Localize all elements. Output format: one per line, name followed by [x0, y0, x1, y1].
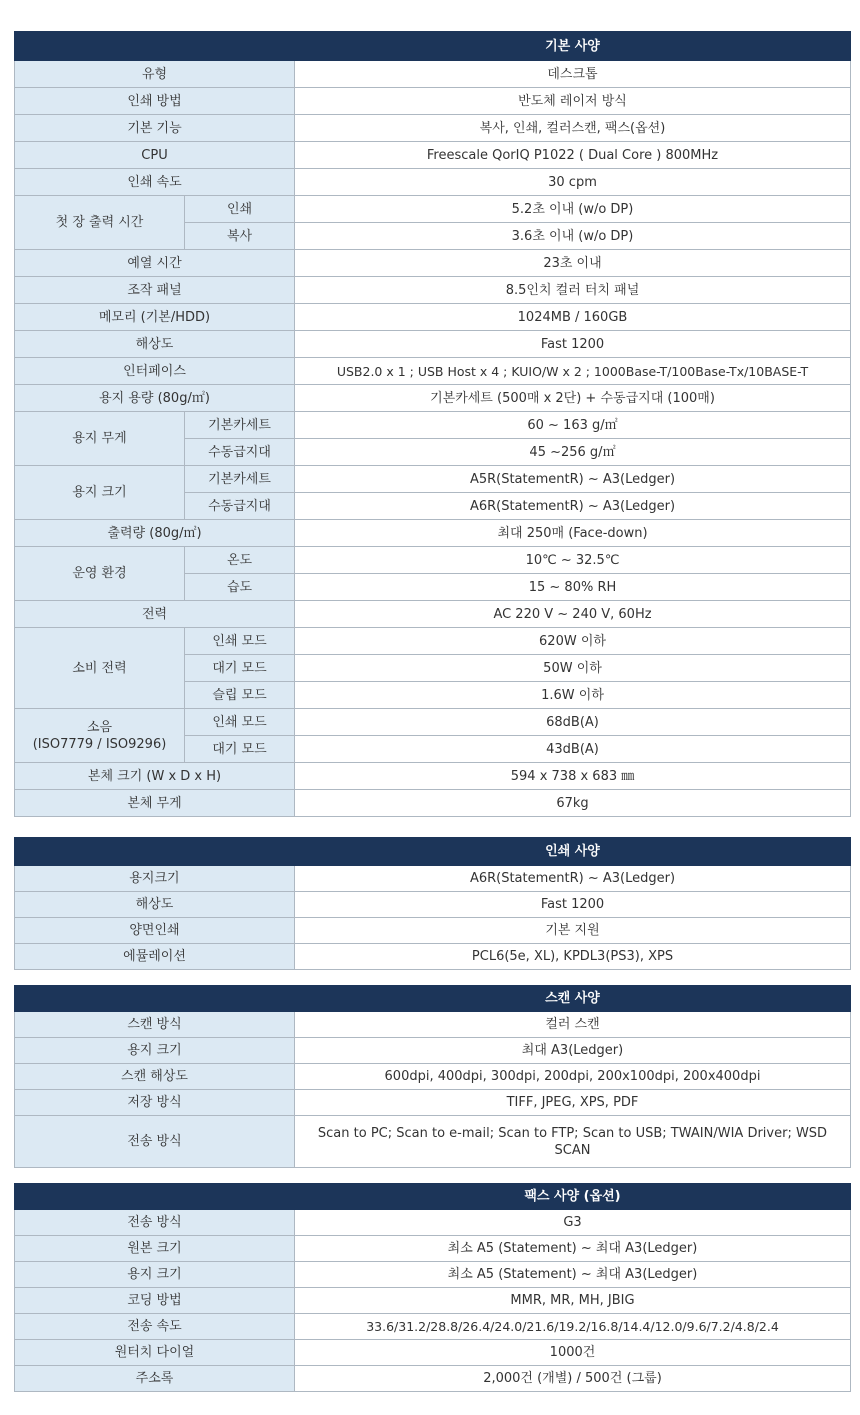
header-spacer — [15, 32, 295, 61]
spec-value: Scan to PC; Scan to e-mail; Scan to FTP; Scan to USB; TWAIN/WIA Driver; WSD SCAN — [295, 1116, 851, 1168]
spec-sublabel: 복사 — [185, 223, 295, 250]
table-row — [15, 1210, 851, 1236]
print-spec-table — [14, 837, 851, 970]
spec-value: 3.6초 이내 (w/o DP) — [295, 223, 851, 250]
spec-value: 데스크톱 — [295, 61, 851, 88]
spec-label: 유형 — [15, 61, 295, 88]
section-title: 팩스 사양 (옵션) — [295, 1184, 851, 1210]
spec-value: 최대 250매 (Face-down) — [295, 520, 851, 547]
spec-label: 원터치 다이얼 — [15, 1340, 295, 1366]
table-row — [15, 1064, 851, 1090]
spec-label: 주소록 — [15, 1366, 295, 1392]
spec-value: 45 ~256 g/㎡ — [295, 439, 851, 466]
spec-row-interface — [15, 358, 851, 385]
spec-value: 68dB(A) — [295, 709, 851, 736]
spec-label: 본체 크기 (W x D x H) — [15, 763, 295, 790]
table-row — [15, 1236, 851, 1262]
spec-sublabel: 대기 모드 — [185, 655, 295, 682]
spec-group-label: 첫 장 출력 시간 — [15, 196, 185, 250]
spec-value: 15 ~ 80% RH — [295, 574, 851, 601]
section-title: 인쇄 사양 — [295, 838, 851, 866]
spec-value: 594 x 738 x 683 ㎜ — [295, 763, 851, 790]
spec-sublabel: 온도 — [185, 547, 295, 574]
spec-value: 컬러 스캔 — [295, 1012, 851, 1038]
header-spacer — [15, 986, 295, 1012]
spec-value: PCL6(5e, XL), KPDL3(PS3), XPS — [295, 944, 851, 970]
spec-label: 전송 속도 — [15, 1314, 295, 1340]
spec-value: 1.6W 이하 — [295, 682, 851, 709]
spec-row-weight-cassette — [15, 412, 851, 439]
spec-value: 최소 A5 (Statement) ~ 최대 A3(Ledger) — [295, 1236, 851, 1262]
table-header-row — [15, 838, 851, 866]
spec-row-warmup — [15, 250, 851, 277]
spec-sublabel: 인쇄 — [185, 196, 295, 223]
table-row — [15, 1366, 851, 1392]
spec-row-type — [15, 61, 851, 88]
spec-value: AC 220 V ~ 240 V, 60Hz — [295, 601, 851, 628]
spec-sublabel: 수동급지대 — [185, 439, 295, 466]
table-row — [15, 918, 851, 944]
spec-label: 인쇄 속도 — [15, 169, 295, 196]
spec-value: 23초 이내 — [295, 250, 851, 277]
section-title: 기본 사양 — [295, 32, 851, 61]
spec-row-resolution — [15, 331, 851, 358]
spec-sublabel: 인쇄 모드 — [185, 628, 295, 655]
spec-value: USB2.0 x 1 ; USB Host x 4 ; KUIO/W x 2 ; 1000Base-T/100Base-Tx/10BASE-T — [295, 358, 851, 385]
spec-value: MMR, MR, MH, JBIG — [295, 1288, 851, 1314]
spec-label: 용지 크기 — [15, 1262, 295, 1288]
spec-row-memory — [15, 304, 851, 331]
spec-value: 50W 이하 — [295, 655, 851, 682]
spec-label: 해상도 — [15, 892, 295, 918]
spec-label: 본체 무게 — [15, 790, 295, 817]
spec-value: 8.5인치 컬러 터치 패널 — [295, 277, 851, 304]
spec-label: 인쇄 방법 — [15, 88, 295, 115]
table-row — [15, 1116, 851, 1168]
spec-value: 43dB(A) — [295, 736, 851, 763]
spec-value: 최소 A5 (Statement) ~ 최대 A3(Ledger) — [295, 1262, 851, 1288]
spec-label: 조작 패널 — [15, 277, 295, 304]
spec-label: 메모리 (기본/HDD) — [15, 304, 295, 331]
spec-value: G3 — [295, 1210, 851, 1236]
header-spacer — [15, 838, 295, 866]
basic-spec-table — [14, 31, 851, 817]
spec-value: 10℃ ~ 32.5℃ — [295, 547, 851, 574]
table-header-row — [15, 32, 851, 61]
spec-value: 복사, 인쇄, 컬러스캔, 팩스(옵션) — [295, 115, 851, 142]
spec-row-env-temp — [15, 547, 851, 574]
spec-label: 전송 방식 — [15, 1116, 295, 1168]
table-row — [15, 1090, 851, 1116]
table-header-row — [15, 1184, 851, 1210]
spec-sublabel: 수동급지대 — [185, 493, 295, 520]
table-row — [15, 1038, 851, 1064]
spec-label: 해상도 — [15, 331, 295, 358]
spec-value: 최대 A3(Ledger) — [295, 1038, 851, 1064]
spec-value: A6R(StatementR) ~ A3(Ledger) — [295, 866, 851, 892]
spec-group-label: 용지 무게 — [15, 412, 185, 466]
spec-row-cpu — [15, 142, 851, 169]
spec-value: A6R(StatementR) ~ A3(Ledger) — [295, 493, 851, 520]
section-title: 스캔 사양 — [295, 986, 851, 1012]
spec-label: 예열 시간 — [15, 250, 295, 277]
spec-sublabel: 습도 — [185, 574, 295, 601]
spec-value: 1000건 — [295, 1340, 851, 1366]
spec-label: 용지 용량 (80g/㎡) — [15, 385, 295, 412]
spec-label: 용지 크기 — [15, 1038, 295, 1064]
spec-label: 코딩 방법 — [15, 1288, 295, 1314]
noise-standard-label: (ISO7779 / ISO9296) — [32, 736, 167, 752]
spec-value: 30 cpm — [295, 169, 851, 196]
spec-sublabel: 기본카세트 — [185, 412, 295, 439]
spec-value: 반도체 레이저 방식 — [295, 88, 851, 115]
table-row — [15, 1340, 851, 1366]
spec-label: 스캔 해상도 — [15, 1064, 295, 1090]
spec-group-label: 소비 전력 — [15, 628, 185, 709]
spec-row-dims — [15, 763, 851, 790]
spec-value: TIFF, JPEG, XPS, PDF — [295, 1090, 851, 1116]
spec-label: 출력량 (80g/㎡) — [15, 520, 295, 547]
table-row — [15, 866, 851, 892]
spec-label: 양면인쇄 — [15, 918, 295, 944]
header-spacer — [15, 1184, 295, 1210]
spec-value: Fast 1200 — [295, 331, 851, 358]
spec-group-label — [15, 709, 185, 763]
spec-sublabel: 인쇄 모드 — [185, 709, 295, 736]
table-row — [15, 892, 851, 918]
table-header-row — [15, 986, 851, 1012]
scan-spec-table — [14, 985, 851, 1168]
spec-value: A5R(StatementR) ~ A3(Ledger) — [295, 466, 851, 493]
spec-row-noise-print — [15, 709, 851, 736]
noise-label: 소음 — [86, 719, 113, 735]
spec-label: 전력 — [15, 601, 295, 628]
spec-sublabel: 기본카세트 — [185, 466, 295, 493]
spec-value: 5.2초 이내 (w/o DP) — [295, 196, 851, 223]
table-row — [15, 1288, 851, 1314]
spec-row-body-weight — [15, 790, 851, 817]
spec-value: 620W 이하 — [295, 628, 851, 655]
spec-value: 2,000건 (개별) / 500건 (그룹) — [295, 1366, 851, 1392]
spec-value: 67kg — [295, 790, 851, 817]
spec-row-panel — [15, 277, 851, 304]
spec-value: 33.6/31.2/28.8/26.4/24.0/21.6/19.2/16.8/14.4/12.0/9.6/7.2/4.8/2.4 — [295, 1314, 851, 1340]
table-row — [15, 1012, 851, 1038]
spec-row-method — [15, 88, 851, 115]
spec-label: 저장 방식 — [15, 1090, 295, 1116]
spec-row-power — [15, 601, 851, 628]
spec-row-cons-print — [15, 628, 851, 655]
table-row — [15, 1314, 851, 1340]
spec-group-label: 운영 환경 — [15, 547, 185, 601]
spec-label: 전송 방식 — [15, 1210, 295, 1236]
fax-spec-table — [14, 1183, 851, 1392]
spec-group-label: 용지 크기 — [15, 466, 185, 520]
spec-value: Fast 1200 — [295, 892, 851, 918]
spec-row-size-cassette — [15, 466, 851, 493]
spec-label: CPU — [15, 142, 295, 169]
spec-sublabel: 대기 모드 — [185, 736, 295, 763]
spec-label: 스캔 방식 — [15, 1012, 295, 1038]
spec-row-capacity — [15, 385, 851, 412]
table-row — [15, 944, 851, 970]
spec-sublabel: 슬립 모드 — [185, 682, 295, 709]
spec-row-function — [15, 115, 851, 142]
spec-value: 1024MB / 160GB — [295, 304, 851, 331]
table-row — [15, 1262, 851, 1288]
spec-value: 기본카세트 (500매 x 2단) + 수동급지대 (100매) — [295, 385, 851, 412]
spec-value: 기본 지원 — [295, 918, 851, 944]
spec-label: 원본 크기 — [15, 1236, 295, 1262]
spec-label: 기본 기능 — [15, 115, 295, 142]
spec-label: 에뮬레이션 — [15, 944, 295, 970]
spec-value: Freescale QorIQ P1022 ( Dual Core ) 800MHz — [295, 142, 851, 169]
spec-value: 60 ~ 163 g/㎡ — [295, 412, 851, 439]
spec-row-fpot-print — [15, 196, 851, 223]
spec-row-speed — [15, 169, 851, 196]
spec-label: 용지크기 — [15, 866, 295, 892]
spec-label: 인터페이스 — [15, 358, 295, 385]
spec-value: 600dpi, 400dpi, 300dpi, 200dpi, 200x100dpi, 200x400dpi — [295, 1064, 851, 1090]
spec-row-output — [15, 520, 851, 547]
